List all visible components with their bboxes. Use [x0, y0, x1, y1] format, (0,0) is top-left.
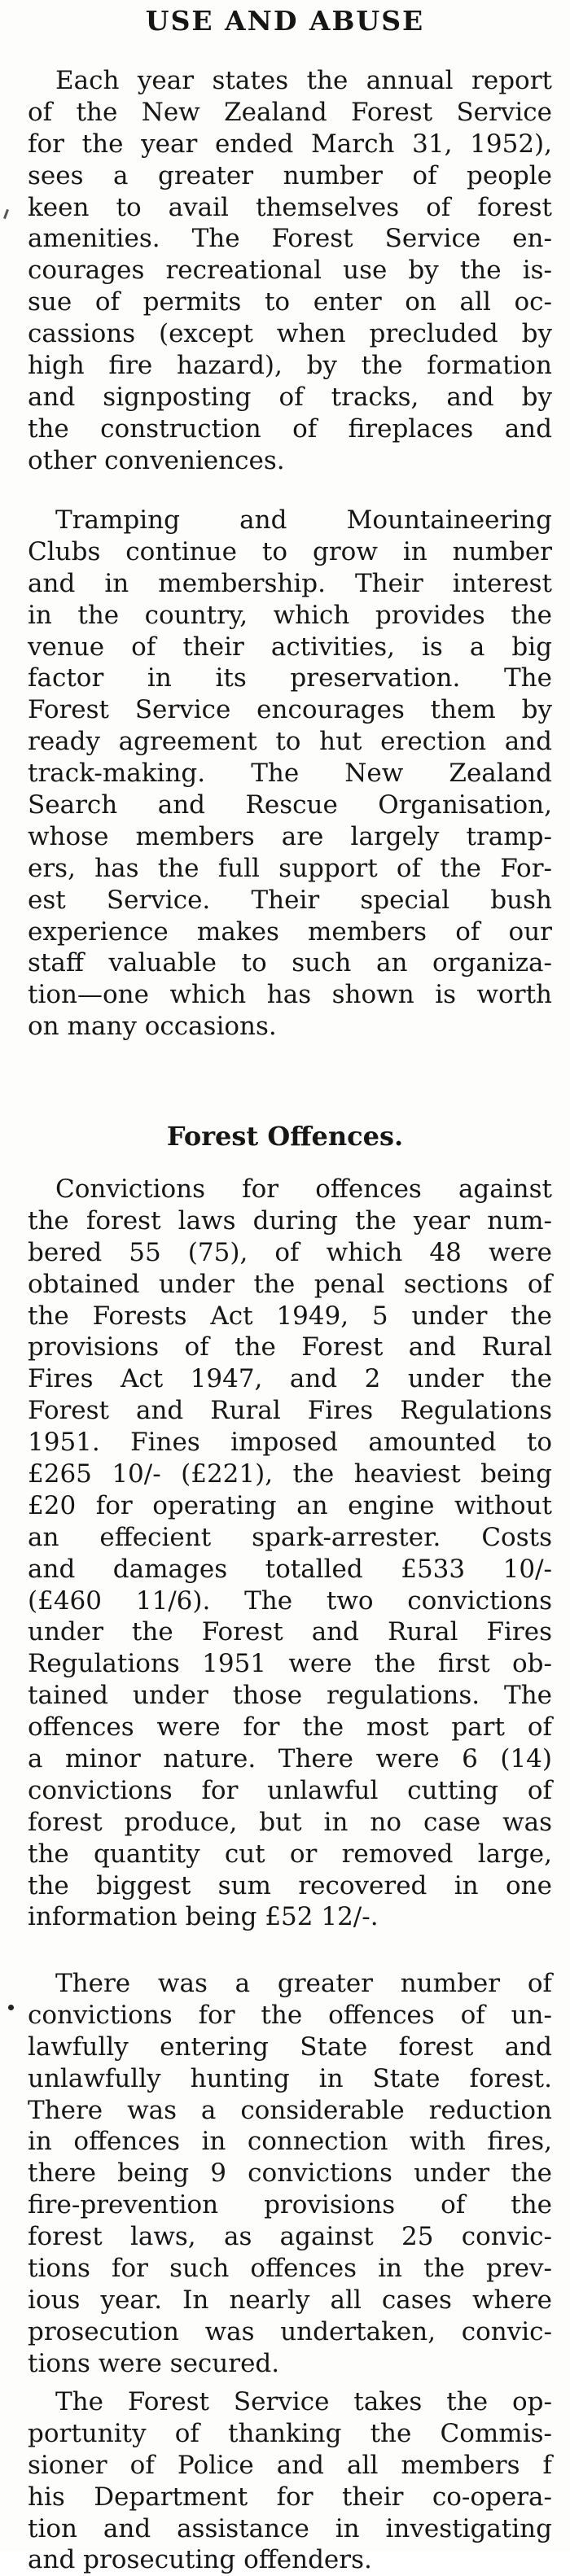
text-line: tained under those regulations. The — [28, 1681, 552, 1711]
text-line: Each year states the annual report — [55, 66, 552, 95]
text-line: unlawfully hunting in State forest. — [28, 2063, 552, 2093]
text-line: forest produce, but in no case was — [28, 1807, 552, 1837]
text-line: for the year ended March 31, 1952), — [28, 129, 552, 159]
text-line: there being 9 convictions under the — [28, 2158, 552, 2189]
text-line: Clubs continue to grow in number — [28, 536, 552, 566]
text-line: ious year. In nearly all cases where — [28, 2285, 552, 2315]
text-line: an effecient spark-arrester. Costs — [28, 1522, 552, 1552]
margin-dot — [8, 2005, 14, 2010]
text-line: the construction of fireplaces and — [28, 413, 552, 444]
text-line: est Service. Their special bush — [28, 885, 552, 915]
text-line: 1951. Fines imposed amounted to — [28, 1428, 552, 1458]
paragraph-4 — [28, 1968, 552, 2380]
text-line: convictions for unlawful cutting of — [28, 1775, 552, 1805]
text-line: high fire hazard), by the formation — [28, 351, 552, 381]
text-line: sees a greater number of people — [28, 160, 552, 190]
text-line: prosecution was undertaken, convic- — [28, 2316, 552, 2346]
text-line: £265 10/- (£221), the heaviest being — [28, 1459, 552, 1489]
text-line: tions for such offences in the prev- — [28, 2254, 552, 2284]
text-line: under the Forest and Rural Fires — [28, 1617, 552, 1647]
paragraph-2 — [28, 505, 552, 1043]
text-line: the quantity cut or removed large, — [28, 1839, 552, 1869]
text-line: portunity of thanking the Commis- — [28, 2418, 552, 2448]
text-line: and signposting of tracks, and by — [28, 382, 552, 412]
text-line: There was a considerable reduction — [28, 2095, 552, 2125]
text-line: tion and assistance in investigating — [28, 2513, 552, 2543]
text-line: ers, has the full support of the For- — [28, 853, 552, 883]
text-line: (£460 11/6). The two convictions — [28, 1585, 552, 1616]
paragraph-1 — [28, 65, 552, 477]
section-heading: Forest Offences. — [166, 1121, 404, 1152]
text-line: offences were for the most part of — [28, 1712, 552, 1743]
text-line: Forest Service encourages them by — [28, 695, 552, 725]
text-line: There was a greater number of — [55, 1969, 552, 1998]
text-line: keen to avail themselves of forest — [28, 192, 552, 222]
text-line: of the New Zealand Forest Service — [28, 97, 552, 127]
text-line: factor in its preservation. The — [28, 663, 552, 693]
text-line: and prosecuting offenders. — [28, 2545, 372, 2575]
text-line: forest laws, as against 25 convic- — [28, 2222, 552, 2252]
text-line: sue of permits to enter on all oc- — [28, 287, 552, 317]
article-title: USE AND ABUSE — [145, 5, 425, 37]
text-line: fire-prevention provisions of the — [28, 2190, 552, 2220]
text-line: bered 55 (75), of which 48 were — [28, 1237, 552, 1267]
text-line: provisions of the Forest and Rural — [28, 1332, 552, 1362]
text-line: courages recreational use by the is- — [28, 256, 552, 286]
text-line: Convictions for offences against — [55, 1174, 552, 1204]
text-line: lawfully entering State forest and — [28, 2031, 552, 2062]
text-line: Fires Act 1947, and 2 under the — [28, 1364, 552, 1394]
text-line: staff valuable to such an organiza- — [28, 948, 552, 978]
text-line: other conveniences. — [28, 445, 285, 475]
text-line: £20 for operating an engine without — [28, 1490, 552, 1520]
text-line: Forest and Rural Fires Regulations — [28, 1396, 552, 1426]
text-line: on many occasions. — [28, 1012, 277, 1042]
margin-mark — [3, 209, 9, 219]
text-line: in the country, which provides the — [28, 600, 552, 630]
text-line: track-making. The New Zealand — [28, 759, 552, 789]
text-line: a minor nature. There were 6 (14) — [28, 1744, 552, 1774]
text-line: the forest laws during the year num- — [28, 1205, 552, 1236]
text-line: and in membership. Their interest — [28, 568, 552, 598]
text-line: cassions (except when precluded by — [28, 319, 552, 349]
text-line: ready agreement to hut erection and — [28, 727, 552, 757]
text-line: amenities. The Forest Service en- — [28, 224, 552, 254]
text-line: experience makes members of our — [28, 916, 552, 947]
text-line: sioner of Police and all members f — [28, 2450, 552, 2480]
text-line: convictions for the offences of un- — [28, 2000, 552, 2030]
text-line: and damages totalled £533 10/- — [28, 1554, 552, 1584]
text-line: Tramping and Mountaineering — [55, 505, 552, 535]
text-line: the Forests Act 1949, 5 under the — [28, 1301, 552, 1331]
text-line: tion—one which has shown is worth — [28, 980, 552, 1010]
text-line: Regulations 1951 were the first ob- — [28, 1649, 552, 1679]
paragraph-5 — [28, 2386, 552, 2576]
text-line: venue of their activities, is a big — [28, 632, 552, 662]
text-line: Search and Rescue Organisation, — [28, 790, 552, 820]
text-line: tions were secured. — [28, 2348, 280, 2378]
text-line: obtained under the penal sections of — [28, 1269, 552, 1299]
text-line: whose members are largely tramp- — [28, 821, 552, 851]
text-line: the biggest sum recovered in one — [28, 1870, 552, 1900]
text-line: in offences in connection with fires, — [28, 2127, 552, 2157]
text-line: his Department for their co-opera- — [28, 2482, 552, 2512]
text-line: The Forest Service takes the op- — [55, 2387, 552, 2416]
text-line: information being £52 12/-. — [28, 1902, 379, 1932]
paragraph-3 — [28, 1174, 552, 1933]
